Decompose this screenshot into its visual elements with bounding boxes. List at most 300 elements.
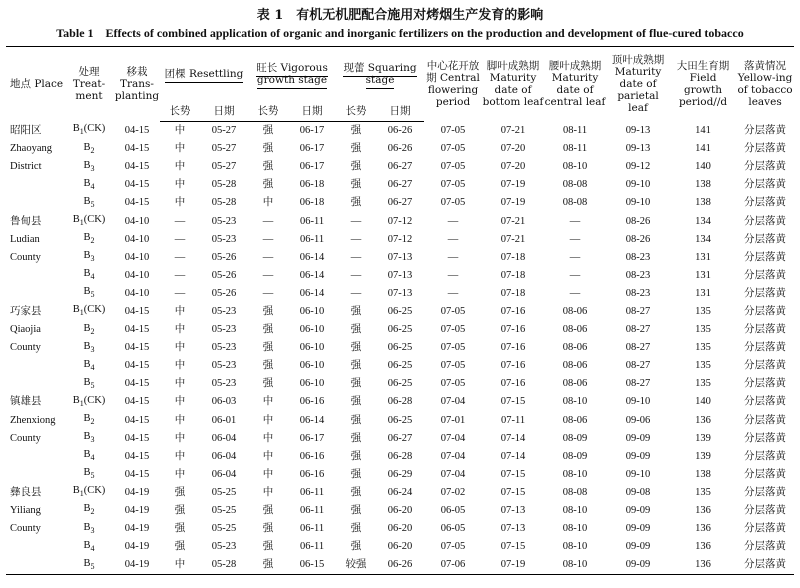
cell-place: Ludian: [10, 233, 40, 245]
cell-fg: 140: [695, 161, 711, 173]
table-row: [6, 122, 794, 141]
cell-cf: 07-05: [440, 179, 466, 191]
cell-yl: 分层落黄: [744, 269, 787, 281]
cell-yl: 分层落黄: [744, 450, 787, 462]
cell-tp: 04-15: [124, 360, 150, 372]
cell-pl: 08-23: [625, 251, 651, 263]
cell-fg: 139: [695, 432, 711, 444]
cell-cl: 08-06: [562, 305, 588, 317]
cell-pl: 09-10: [625, 197, 651, 209]
cell-sv: —: [350, 251, 362, 263]
table-row: [6, 502, 794, 520]
cell-sv: 强: [350, 143, 362, 155]
cell-cl: 08-06: [562, 414, 588, 426]
cell-rv: 强: [174, 541, 186, 553]
cell-sv: 强: [350, 396, 362, 408]
cell-place: [6, 466, 64, 484]
cell-yl: 分层落黄: [744, 541, 787, 553]
cell-cl: 08-08: [562, 486, 588, 498]
cell-yl: 分层落黄: [744, 305, 787, 317]
cell-vd: 06-17: [299, 125, 325, 137]
table-row: [6, 321, 794, 339]
cell-treatment: $B_1(CK)$: [72, 304, 106, 318]
cell-fg: 136: [695, 414, 711, 426]
cell-place: District: [10, 161, 42, 173]
cell-sv: 强: [350, 342, 362, 354]
cell-place: Zhenxiong: [10, 414, 56, 426]
cell-treatment: $B_4$: [83, 177, 95, 191]
header-squaring: 现蕾 Squaring stage: [336, 47, 424, 102]
header-treatment: 处理 Treat-ment: [64, 47, 114, 122]
cell-tp: 04-10: [124, 233, 150, 245]
cell-treatment: $B_2$: [83, 322, 95, 336]
cell-rv: 强: [174, 486, 186, 498]
cell-cf: 07-04: [440, 396, 466, 408]
cell-rd: 05-28: [200, 556, 248, 575]
cell-sd: 06-25: [387, 414, 413, 426]
cell-treatment: $B_1(CK)$: [72, 485, 106, 499]
cell-tp: 04-19: [114, 556, 160, 575]
cell-pl: 08-26: [625, 233, 651, 245]
table-row: [6, 194, 794, 212]
cell-yl: 分层落黄: [744, 197, 787, 209]
cell-yl: 分层落黄: [744, 124, 787, 136]
table-row: [6, 249, 794, 267]
cell-fg: 138: [695, 179, 711, 191]
cell-bl: 07-16: [500, 305, 526, 317]
cell-fg: 136: [695, 523, 711, 535]
cell-place: County: [10, 523, 41, 535]
cell-treatment: $B_2$: [83, 413, 95, 427]
cell-yl: 分层落黄: [744, 360, 787, 372]
cell-yl: 分层落黄: [744, 179, 787, 191]
cell-cf: —: [447, 251, 459, 263]
cell-rv: 强: [174, 505, 186, 517]
cell-cf: 06-05: [440, 523, 466, 535]
cell-pl: 09-08: [625, 486, 651, 498]
cell-place: [6, 285, 64, 303]
cell-yl: 分层落黄: [744, 414, 787, 426]
cell-vv: 强: [262, 541, 274, 553]
cell-place: [6, 375, 64, 393]
cell-vv: 中: [262, 486, 274, 498]
cell-sd: 06-29: [387, 468, 413, 480]
cell-treatment: $B_4$: [83, 358, 95, 372]
cell-rv: —: [174, 269, 186, 281]
cell-rd: 05-25: [211, 505, 237, 517]
cell-treatment: $B_4$: [83, 539, 95, 553]
cell-vd: 06-17: [299, 143, 325, 155]
cell-place: [6, 267, 64, 285]
cell-cl: 08-10: [562, 161, 588, 173]
cell-vd: 06-18: [299, 197, 325, 209]
cell-vv: —: [262, 215, 274, 227]
cell-rv: 中: [174, 125, 186, 137]
cell-place: [6, 176, 64, 194]
subheader-date: 日期: [200, 101, 248, 122]
table-row: [6, 448, 794, 466]
header-resettling: 团棵 Resettling: [160, 47, 248, 102]
cell-bl: 07-19: [500, 197, 526, 209]
cell-yl: 分层落黄: [744, 251, 787, 263]
cell-place: County: [10, 432, 41, 444]
cell-vd: 06-10: [299, 324, 325, 336]
cell-pl: 09-09: [625, 541, 651, 553]
table-body: [6, 122, 794, 575]
cell-vd: 06-16: [299, 450, 325, 462]
cell-treatment: $B_2$: [83, 232, 95, 246]
cell-vv: —: [262, 251, 274, 263]
cell-vd: 06-14: [299, 414, 325, 426]
cell-cl: 08-08: [562, 179, 588, 191]
cell-rv: 中: [174, 161, 186, 173]
cell-sv: 强: [350, 378, 362, 390]
cell-sv: 强: [350, 505, 362, 517]
cell-vd: 06-11: [299, 215, 325, 227]
cell-treatment: $B_3$: [83, 340, 95, 354]
cell-treatment: $B_5$: [83, 195, 95, 209]
cell-vd: 06-17: [299, 432, 325, 444]
cell-bl: 07-18: [500, 269, 526, 281]
cell-fg: 134: [695, 233, 711, 245]
cell-treatment: $B_4$: [83, 268, 95, 282]
cell-place: 昭阳区: [10, 124, 42, 136]
header-field-growth: 大田生育期 Field growth period//d: [670, 47, 736, 122]
cell-vd: 06-11: [299, 233, 325, 245]
cell-sd: 06-25: [387, 378, 413, 390]
cell-rd: 05-23: [211, 233, 237, 245]
header-vigorous: 旺长 Vigorous growth stage: [248, 47, 336, 102]
cell-sv: 强: [350, 414, 362, 426]
cell-rv: —: [174, 215, 186, 227]
cell-fg: 135: [695, 360, 711, 372]
cell-tp: 04-15: [124, 468, 150, 480]
subheader-date: 日期: [376, 101, 424, 122]
cell-sv: —: [350, 287, 362, 299]
cell-treatment: $B_3$: [83, 521, 95, 535]
cell-rd: 06-04: [211, 468, 237, 480]
cell-yl: 分层落黄: [744, 432, 787, 444]
cell-cl: 08-10: [544, 556, 606, 575]
cell-sd: 07-12: [387, 233, 413, 245]
cell-tp: 04-15: [124, 342, 150, 354]
cell-fg: 136: [670, 556, 736, 575]
cell-vv: 强: [262, 523, 274, 535]
cell-treatment: $B_3$: [83, 250, 95, 264]
cell-fg: 131: [695, 287, 711, 299]
cell-tp: 04-19: [124, 486, 150, 498]
table-title-cn: 表 1 有机无机肥配合施用对烤烟生产发育的影响: [256, 8, 544, 23]
cell-pl: 08-27: [625, 378, 651, 390]
cell-fg: 136: [695, 505, 711, 517]
cell-cl: —: [569, 269, 581, 281]
table-row: [6, 375, 794, 393]
cell-rv: 强: [174, 523, 186, 535]
cell-vv: 强: [262, 305, 274, 317]
cell-vv: 中: [262, 197, 274, 209]
cell-vv: 中: [262, 414, 274, 426]
cell-bl: 07-15: [500, 541, 526, 553]
cell-yl: 分层落黄: [744, 486, 787, 498]
cell-place: 鲁甸县: [10, 215, 42, 227]
cell-pl: 08-27: [625, 324, 651, 336]
cell-sv: 强: [350, 432, 362, 444]
cell-pl: 09-10: [625, 179, 651, 191]
cell-sv: 强: [350, 541, 362, 553]
cell-tp: 04-15: [124, 161, 150, 173]
cell-sd: 07-12: [387, 215, 413, 227]
cell-pl: 09-09: [625, 505, 651, 517]
cell-bl: 07-20: [500, 143, 526, 155]
cell-tp: 04-15: [124, 305, 150, 317]
cell-pl: 09-10: [625, 468, 651, 480]
cell-treatment: $B_3$: [83, 159, 95, 173]
cell-vv: 强: [262, 324, 274, 336]
cell-tp: 04-19: [124, 505, 150, 517]
cell-bl: 07-20: [500, 161, 526, 173]
cell-treatment: $B_5$: [83, 376, 95, 390]
cell-sd: 06-27: [387, 161, 413, 173]
cell-vv: 强: [262, 143, 274, 155]
cell-rd: 05-23: [211, 541, 237, 553]
table-row: [6, 466, 794, 484]
cell-treatment: $B_2$: [83, 141, 95, 155]
cell-sv: 强: [350, 450, 362, 462]
cell-cl: 08-09: [562, 432, 588, 444]
cell-sv: 强: [350, 197, 362, 209]
cell-tp: 04-15: [124, 124, 150, 136]
cell-sv: 强: [350, 125, 362, 137]
cell-rd: 06-04: [211, 450, 237, 462]
cell-bl: 07-16: [500, 360, 526, 372]
header-transplanting: 移栽 Trans-planting: [114, 47, 160, 122]
cell-fg: 134: [695, 215, 711, 227]
cell-place: [6, 556, 64, 575]
cell-rd: 05-23: [211, 360, 237, 372]
cell-cf: —: [447, 233, 459, 245]
cell-tp: 04-15: [124, 324, 150, 336]
table-row: [6, 393, 794, 411]
cell-tp: 04-10: [124, 251, 150, 263]
cell-place: [6, 448, 64, 466]
cell-cl: 08-09: [562, 450, 588, 462]
cell-vd: 06-10: [299, 360, 325, 372]
cell-yl: 分层落黄: [744, 324, 787, 336]
cell-vv: 中: [262, 396, 274, 408]
cell-sd: 06-24: [387, 486, 413, 498]
cell-cl: —: [569, 287, 581, 299]
cell-cf: 07-01: [440, 414, 466, 426]
table-row: [6, 231, 794, 249]
cell-cl: 08-10: [562, 468, 588, 480]
cell-place: 彝良县: [10, 486, 42, 498]
cell-sd: 06-25: [387, 324, 413, 336]
cell-yl: 分层落黄: [744, 505, 787, 517]
cell-cf: 07-05: [440, 161, 466, 173]
cell-bl: 07-15: [500, 468, 526, 480]
cell-fg: 139: [695, 450, 711, 462]
cell-rv: —: [174, 251, 186, 263]
table-row: [6, 430, 794, 448]
cell-pl: 09-09: [625, 432, 651, 444]
cell-sv: 强: [350, 161, 362, 173]
cell-bl: 07-19: [482, 556, 544, 575]
cell-treatment: $B_1(CK)$: [72, 394, 106, 408]
cell-fg: 141: [695, 124, 711, 136]
header-place: 地点 Place: [6, 47, 64, 122]
cell-vv: 强: [262, 378, 274, 390]
cell-yl: 分层落黄: [744, 161, 787, 173]
cell-cf: 07-05: [440, 324, 466, 336]
cell-tp: 04-10: [124, 287, 150, 299]
cell-rd: 05-26: [211, 287, 237, 299]
table-row: [6, 520, 794, 538]
cell-cl: 08-10: [562, 396, 588, 408]
cell-tp: 04-15: [124, 197, 150, 209]
table-row: [6, 538, 794, 556]
cell-rd: 05-23: [211, 215, 237, 227]
cell-bl: 07-16: [500, 378, 526, 390]
table-row: [6, 303, 794, 321]
cell-tp: 04-15: [124, 179, 150, 191]
cell-tp: 04-15: [124, 432, 150, 444]
cell-cf: —: [447, 215, 459, 227]
table-row: [6, 484, 794, 502]
cell-rv: 中: [174, 360, 186, 372]
cell-vd: 06-11: [299, 486, 325, 498]
cell-pl: 08-27: [625, 360, 651, 372]
header-parietal-leaf: 顶叶成熟期 Maturity date of parietal leaf: [606, 47, 670, 122]
cell-rd: 05-25: [211, 486, 237, 498]
cell-tp: 04-15: [124, 378, 150, 390]
cell-fg: 136: [695, 541, 711, 553]
cell-rv: 中: [174, 396, 186, 408]
cell-tp: 04-15: [124, 450, 150, 462]
cell-sv: —: [350, 233, 362, 245]
cell-place: 巧家县: [10, 305, 42, 317]
cell-sv: —: [350, 215, 362, 227]
cell-rv: —: [174, 233, 186, 245]
cell-rd: 06-01: [211, 414, 237, 426]
cell-rd: 05-23: [211, 378, 237, 390]
cell-bl: 07-15: [500, 486, 526, 498]
subheader-vigor: 长势: [160, 101, 200, 122]
cell-fg: 135: [695, 324, 711, 336]
cell-rd: 05-28: [211, 197, 237, 209]
cell-bl: 07-14: [500, 432, 526, 444]
cell-cl: 08-06: [562, 360, 588, 372]
cell-place: [6, 538, 64, 556]
cell-rv: 中: [174, 179, 186, 191]
cell-sv: 较强: [336, 556, 376, 575]
cell-cf: 07-05: [440, 378, 466, 390]
cell-fg: 135: [695, 378, 711, 390]
subheader-date: 日期: [288, 101, 336, 122]
cell-vd: 06-11: [299, 523, 325, 535]
table-row: [6, 176, 794, 194]
cell-sv: 强: [350, 179, 362, 191]
cell-pl: 09-09: [625, 523, 651, 535]
cell-vv: —: [262, 233, 274, 245]
cell-cf: 07-04: [440, 468, 466, 480]
cell-tp: 04-15: [124, 414, 150, 426]
cell-bl: 07-18: [500, 287, 526, 299]
cell-cf: 07-05: [440, 305, 466, 317]
table-row: [6, 212, 794, 230]
cell-tp: 04-10: [124, 269, 150, 281]
cell-vd: 06-16: [299, 396, 325, 408]
cell-pl: 08-23: [625, 269, 651, 281]
subheader-vigor: 长势: [336, 101, 376, 122]
cell-rv: 中: [174, 378, 186, 390]
cell-cl: 08-10: [562, 541, 588, 553]
data-table: [6, 46, 794, 575]
cell-treatment: $B_3$: [83, 431, 95, 445]
header-central-leaf: 腰叶成熟期 Maturity date of central leaf: [544, 47, 606, 122]
cell-cf: 06-05: [440, 505, 466, 517]
cell-bl: 07-21: [500, 124, 526, 136]
cell-cf: 07-05: [440, 197, 466, 209]
cell-cl: —: [569, 251, 581, 263]
cell-place: County: [10, 251, 41, 263]
cell-sd: 06-25: [387, 342, 413, 354]
cell-pl: 08-27: [625, 342, 651, 354]
cell-cl: —: [569, 215, 581, 227]
header-bottom-leaf: 脚叶成熟期 Maturity date of bottom leaf: [482, 47, 544, 122]
cell-fg: 141: [695, 143, 711, 155]
cell-place: County: [10, 342, 41, 354]
cell-tp: 04-15: [124, 396, 150, 408]
cell-cl: 08-10: [562, 523, 588, 535]
table-row: [6, 140, 794, 158]
cell-treatment: $B_5$: [83, 286, 95, 300]
cell-rv: 中: [174, 305, 186, 317]
cell-rv: 中: [174, 450, 186, 462]
cell-vd: 06-11: [299, 505, 325, 517]
cell-sd: 06-27: [387, 432, 413, 444]
table-row: [6, 285, 794, 303]
cell-vv: —: [262, 269, 274, 281]
cell-rd: 05-23: [211, 305, 237, 317]
cell-place: 镇雄县: [10, 396, 42, 408]
cell-vd: 06-14: [299, 287, 325, 299]
cell-sd: 06-28: [387, 450, 413, 462]
cell-vv: 中: [262, 450, 274, 462]
cell-rd: 05-27: [211, 143, 237, 155]
cell-rd: 05-26: [211, 251, 237, 263]
cell-cl: 08-11: [562, 143, 588, 155]
cell-place: Zhaoyang: [10, 143, 52, 155]
cell-rv: 中: [174, 197, 186, 209]
cell-vd: 06-17: [299, 161, 325, 173]
cell-sv: 强: [350, 360, 362, 372]
cell-place: [6, 357, 64, 375]
cell-sd: 06-27: [387, 179, 413, 191]
cell-sd: 06-20: [387, 541, 413, 553]
cell-vd: 06-14: [299, 251, 325, 263]
cell-vv: 强: [248, 556, 288, 575]
cell-rv: 中: [174, 468, 186, 480]
cell-pl: 09-10: [625, 396, 651, 408]
cell-cf: 07-05: [440, 360, 466, 372]
cell-vd: 06-10: [299, 305, 325, 317]
cell-pl: 08-27: [625, 305, 651, 317]
cell-rv: —: [174, 287, 186, 299]
cell-tp: 04-10: [124, 215, 150, 227]
cell-rv: 中: [174, 342, 186, 354]
cell-treatment: $B_2$: [83, 503, 95, 517]
cell-yl: 分层落黄: [736, 556, 794, 575]
